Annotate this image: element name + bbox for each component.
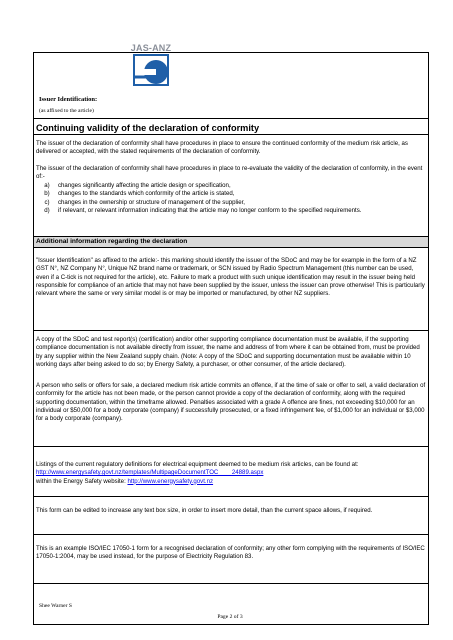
divider (33, 118, 429, 119)
copy-paragraph-1: A copy of the SDoC and test report(s) (certification) and/or other supporting compliance documentation must be available, if the supporting compliance documentation is not available directly from issuer, the name and address of from where it can be obtained from, must be provided by any supplier within the New Zealand supply chain. (Note: A copy of the SDoC and supporting documentation must be available within 10 working days after being asked to do so; by Energy Safety, a purchaser, or other consumer, of the article declared). (36, 336, 420, 368)
validity-paragraph-1: The issuer of the declaration of conformity shall have procedures in place to ensure the continued conformity of the medium risk article, as delivered or accepted, with the stated requirements of the declaration of conformity. (36, 140, 408, 156)
page-number: Page 2 of 3 (217, 614, 243, 620)
example-note: This is an example ISO/IEC 17050-1 form for a recognised declaration of conformity; any other form complying with the requirements of ISO/IEC 17050-1:2004, may be used instead, for the purpose of Electricity Regulation 83. (36, 545, 425, 561)
list-item: d) if relevant, or relevant information indicating that the article may no longer conform to the specified requirements. (44, 206, 362, 214)
divider (33, 247, 429, 248)
validity-list (36, 182, 426, 215)
divider (33, 534, 429, 535)
list-item: b) changes to the standards which conformity of the article is stated, (44, 190, 235, 198)
issuer-identification (39, 96, 159, 115)
medium-risk-listings-link[interactable]: http://www.energysafety.govt.nz/templates/MultipageDocumentTOC____24889.aspx (36, 469, 264, 477)
additional-paragraph: "Issuer Identification" as affixed to the article:- this marking should identify the issuer of the SDoC and may be for example in the form of a NZ GST N°, NZ Company N°, Unique NZ brand name or trademark, or SCN issued by Radio Spectrum Management (this number can be used, even if a C-tick is not required for the article), etc. Failure to mark a product with such unique identification may result in the issuer being held responsible for compliance of an article that may not have been supplied by the issuer, unless the issuer can prove otherwise! This is particularly relevant where the same or very similar model is or may be imported or manufactured, by other NZ suppliers. (36, 257, 425, 298)
issuer-label: Issuer Identification: (39, 96, 98, 103)
section-title: Continuing validity of the declaration of conformity (36, 123, 260, 133)
validity-paragraph-2: The issuer of the declaration of conformity shall have procedures in place to re-evaluate the validity of the declaration of conformity, in the event of:- (36, 165, 423, 181)
divider (33, 446, 429, 447)
listings-paragraph (36, 461, 426, 486)
divider (33, 496, 429, 497)
footer-author: Shee Warner S (39, 603, 72, 609)
listings-text-2: within the Energy Safety website: (36, 477, 126, 485)
additional-heading: Additional information regarding the declaration (36, 238, 188, 245)
logo-text: JAS-ANZ (130, 43, 172, 53)
listings-text-1: Listings of the current regulatory definitions for electrical equipment deemed to be medium risk articles, can be found at: (36, 461, 359, 468)
copy-paragraph-2: A person who sells or offers for sale, a declared medium risk article commits an offence, if at the time of sale or offer to sell, a valid declaration of conformity for the article has not been made, or the person cannot provide a copy of the declaration of conformity, along with the required supporting documentation, within the timeframe allowed. Penalties associated with a grade A offence are fines, not exceeding $10,000 for an individual or $50,000 for a body corporate (company) if successfully prosecuted, or a fixed infringement fee, of $1,000 for an individual or $3,000 for a body corporate (company). (36, 382, 426, 423)
divider (33, 583, 429, 584)
divider (33, 134, 429, 135)
list-item: a) changes significantly affecting the article design or specification, (44, 182, 231, 189)
list-item: c) changes in the ownership or structure of management of the supplier, (44, 198, 245, 206)
issuer-note: (as affixed to the article) (39, 108, 94, 114)
divider (33, 330, 429, 331)
form-note: This form can be edited to increase any text box size, in order to insert more detail, than the current space allows, if required. (36, 507, 373, 514)
energy-safety-link[interactable]: http://www.energysafety.govt.nz (127, 477, 214, 485)
